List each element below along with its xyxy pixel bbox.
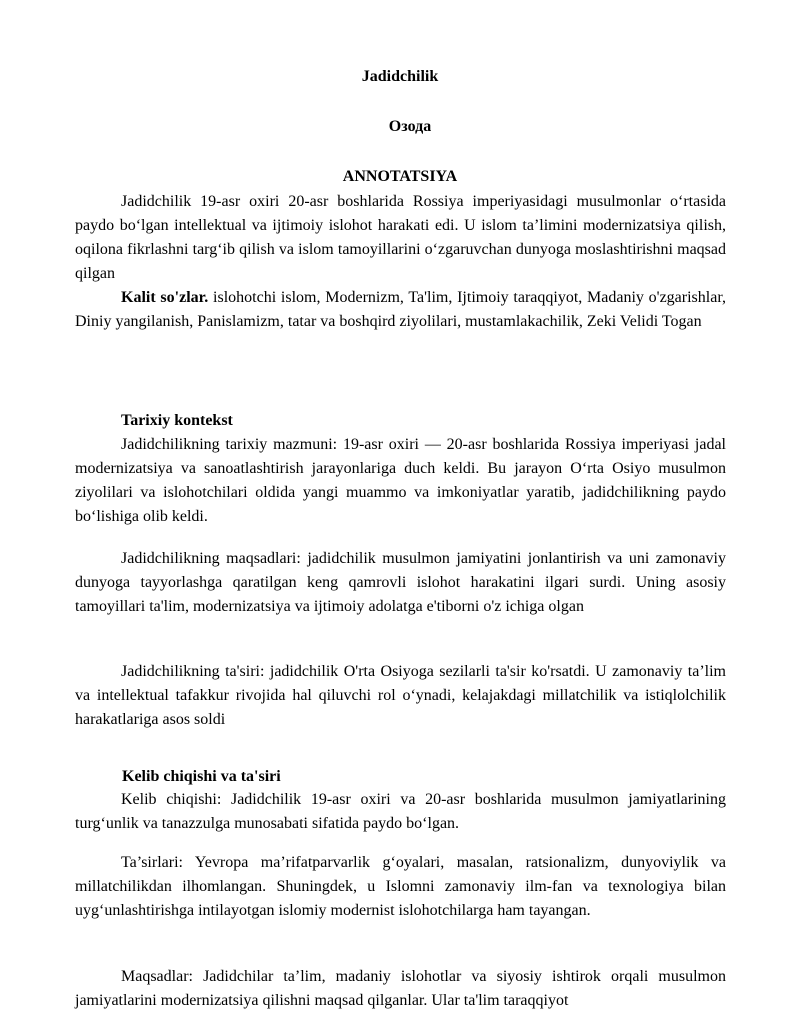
- section-heading-origins-influence: Kelib chiqishi va ta'siri: [122, 768, 281, 785]
- section2-paragraph: Ta’sirlari: Yevropa ma’rifatparvarlik g‘oyalari, masalan, ratsionalizm, dunyoviylik va millatchilikdan ilhomlangan. Shuningdek, u Islomni zamonaviy ilm-fan va texnologiya bilan uyg‘unlashtirishga intilayotgan islomiy modernist islohotchilarga ham tayangan.: [75, 854, 726, 919]
- section1-paragraph: Jadidchilikning maqsadlari: jadidchilik musulmon jamiyatini jonlantirish va uni zamonaviy dunyoga tayyorlashga qaratilgan keng qamrovli islohot harakatini ilgari surdi. Uning asosiy tamoyillari ta'lim, modernizatsiya va ijtimoiy adolatga e'tiborni o'z ichiga olgan: [75, 550, 726, 615]
- document-title: Jadidchilik: [361, 68, 439, 85]
- section1-paragraph: Jadidchilikning tarixiy mazmuni: 19-asr oxiri — 20-asr boshlarida Rossiya imperiyasi jadal modernizatsiya va sanoatlashtirish jarayonlariga duch keldi. Bu jarayon O‘rta Osiyo musulmon ziyolilari va islohotchilari oldida yangi muammo va imkoniyatlar yaratib, jadidchilikning paydo bo‘lishiga olib keldi.: [75, 436, 726, 525]
- annotation-heading: ANNOTATSIYA: [342, 168, 458, 185]
- section-heading-historical-context: Tarixiy kontekst: [121, 412, 233, 429]
- section2-paragraph: Maqsadlar: Jadidchilar ta’lim, madaniy islohotlar va siyosiy ishtirok orqali musulmon jamiyatlarini modernizatsiya qilishni maqsad qilganlar. Ular ta'lim taraqqiyot: [75, 968, 726, 1009]
- keywords-list: islohotchi islom, Modernizm, Ta'lim, Ijtimoiy taraqqiyot, Madaniy o'zgarishlar, Diniy yangilanish, Panislamizm, tatar va boshqird ziyolilari, mustamlakachilik, Zeki Velidi Togan: [75, 289, 727, 330]
- keywords-paragraph: [75, 286, 726, 334]
- section1-paragraph: Jadidchilikning ta'siri: jadidchilik O'rta Osiyoga sezilarli ta'sir ko'rsatdi. U zamonaviy ta’lim va intellektual tafakkur rivojida hal qiluvchi rol o‘ynadi, kelajakdagi millatchilik va istiqlolchilik harakatlariga asos soldi: [75, 663, 726, 728]
- keywords-label: Kalit so'zlar.: [121, 289, 209, 306]
- annotation-paragraph: Jadidchilik 19-asr oxiri 20-asr boshlarida Rossiya imperiyasidagi musulmonlar o‘rtasida paydo bo‘lgan intellektual va ijtimoiy islohot harakati edi. U islom ta’limini modernizatsiya qilish, oqilona fikrlashni targ‘ib qilish va islom tamoyillarini o‘zgaruvchan dunyoga moslashtirishni maqsad qilgan: [75, 193, 726, 282]
- section2-paragraph: Kelib chiqishi: Jadidchilik 19-asr oxiri va 20-asr boshlarida musulmon jamiyatlarining turg‘unlik va tanazzulga munosabati sifatida paydo bo‘lgan.: [75, 791, 726, 832]
- author-name: Озода: [388, 118, 432, 135]
